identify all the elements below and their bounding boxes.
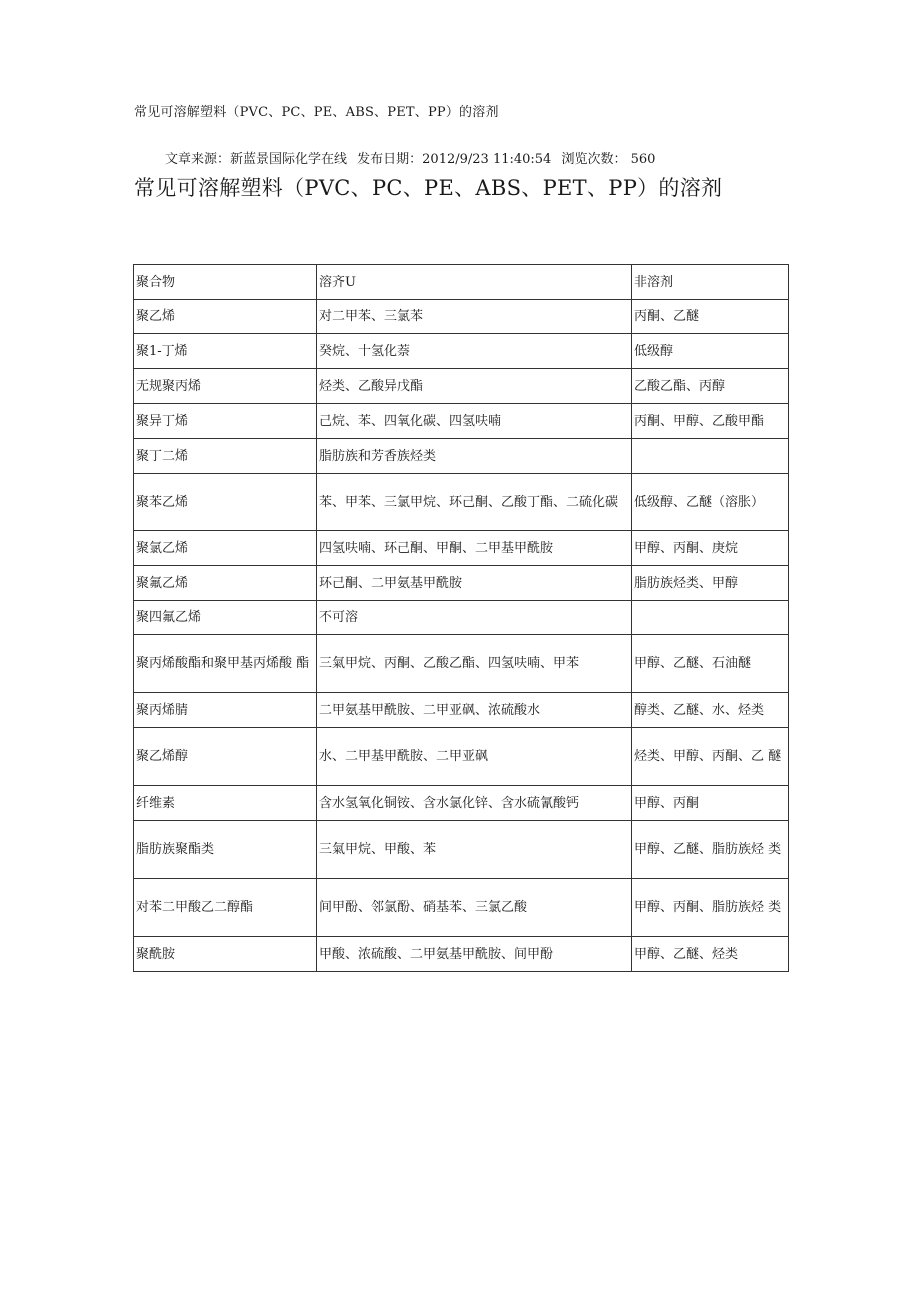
non-solvent-cell: 醇类、乙醚、水、烃类 <box>632 693 789 728</box>
table-row <box>134 635 789 693</box>
polymer-cell: 脂肪族聚酯类 <box>134 821 317 879</box>
non-solvent-cell: 乙酸乙酯、丙醇 <box>632 369 789 404</box>
solvent-cell: 癸烷、十氢化萘 <box>317 334 632 369</box>
table-row <box>134 879 789 937</box>
publish-date: 发布日期：2012/9/23 11:40:54 <box>357 152 552 167</box>
table-row <box>134 439 789 474</box>
table-row <box>134 369 789 404</box>
polymer-cell: 聚丁二烯 <box>134 439 317 474</box>
non-solvent-cell: 甲醇、乙醚、脂肪族烃 类 <box>632 821 789 879</box>
solvent-cell: 四氢呋喃、环己酮、甲酮、二甲基甲酰胺 <box>317 531 632 566</box>
polymer-cell: 无规聚丙烯 <box>134 369 317 404</box>
non-solvent-cell: 脂肪族烃类、甲醇 <box>632 566 789 601</box>
solvent-cell: 三氣甲烷、丙酮、乙酸乙酯、四氢呋喃、甲苯 <box>317 635 632 693</box>
table-row <box>134 566 789 601</box>
non-solvent-cell: 甲醇、丙酮、脂肪族烃 类 <box>632 879 789 937</box>
article-source: 文章来源：新蓝景国际化学在线 <box>165 152 348 167</box>
solvent-cell: 烃类、乙酸异戊酯 <box>317 369 632 404</box>
non-solvent-cell: 甲醇、乙醚、石油醚 <box>632 635 789 693</box>
view-count: 浏览次数： 560 <box>561 152 656 167</box>
non-solvent-cell: 甲醇、乙醚、烃类 <box>632 937 789 972</box>
header-solvent-cell: 溶齐U <box>317 265 632 300</box>
solvent-cell: 环己酮、二甲氨基甲酰胺 <box>317 566 632 601</box>
non-solvent-cell: 低级醇、乙醚（溶胀） <box>632 474 789 531</box>
non-solvent-cell <box>632 439 789 474</box>
polymer-cell: 聚丙烯腈 <box>134 693 317 728</box>
solvent-cell: 间甲酚、邻氯酚、硝基苯、三氯乙酸 <box>317 879 632 937</box>
polymer-cell: 对苯二甲酸乙二醇酯 <box>134 879 317 937</box>
table-row <box>134 601 789 635</box>
non-solvent-cell: 甲醇、丙酮 <box>632 786 789 821</box>
non-solvent-cell <box>632 601 789 635</box>
polymer-cell: 聚酰胺 <box>134 937 317 972</box>
table-row <box>134 334 789 369</box>
page-title: 常见可溶解塑料（PVC、PC、PE、ABS、PET、PP）的溶剂 <box>134 176 723 200</box>
header-polymer-cell: 聚合物 <box>134 265 317 300</box>
solvent-table <box>133 264 789 972</box>
polymer-cell: 聚乙烯醇 <box>134 728 317 786</box>
polymer-cell: 聚氟乙烯 <box>134 566 317 601</box>
solvent-cell: 脂肪族和芳香族烃类 <box>317 439 632 474</box>
table-row <box>134 786 789 821</box>
non-solvent-cell: 烃类、甲醇、丙酮、乙 醚 <box>632 728 789 786</box>
non-solvent-cell: 丙酮、甲醇、乙酸甲酯 <box>632 404 789 439</box>
polymer-cell: 聚1-丁烯 <box>134 334 317 369</box>
table-row <box>134 821 789 879</box>
table-row <box>134 531 789 566</box>
solvent-cell: 三氣甲烷、甲酸、苯 <box>317 821 632 879</box>
polymer-cell: 聚四氟乙烯 <box>134 601 317 635</box>
non-solvent-cell: 低级醇 <box>632 334 789 369</box>
header-non-solvent-cell: 非溶剂 <box>632 265 789 300</box>
polymer-cell: 聚异丁烯 <box>134 404 317 439</box>
solvent-cell: 对二甲苯、三氯苯 <box>317 300 632 334</box>
article-meta <box>165 148 661 167</box>
solvent-cell: 己烷、苯、四氧化碳、四氢呋喃 <box>317 404 632 439</box>
table-row <box>134 404 789 439</box>
table-row <box>134 937 789 972</box>
table-row <box>134 300 789 334</box>
table-row <box>134 693 789 728</box>
non-solvent-cell: 丙酮、乙醚 <box>632 300 789 334</box>
polymer-cell: 聚乙烯 <box>134 300 317 334</box>
polymer-cell: 聚丙烯酸酯和聚甲基丙烯酸 酯 <box>134 635 317 693</box>
solvent-cell: 含水氢氧化铜铵、含水氯化锌、含水硫氰酸钙 <box>317 786 632 821</box>
solvent-cell: 苯、甲苯、三氯甲烷、环己酮、乙酸丁酯、二硫化碳 <box>317 474 632 531</box>
table-row <box>134 728 789 786</box>
document-small-title: 常见可溶解塑料（PVC、PC、PE、ABS、PET、PP）的溶剂 <box>134 105 499 120</box>
table-header-row <box>134 265 789 300</box>
solvent-cell: 二甲氨基甲酰胺、二甲亚砜、浓硫酸水 <box>317 693 632 728</box>
solvent-cell: 不可溶 <box>317 601 632 635</box>
solvent-cell: 甲酸、浓硫酸、二甲氨基甲酰胺、间甲酚 <box>317 937 632 972</box>
polymer-cell: 聚苯乙烯 <box>134 474 317 531</box>
solvent-cell: 水、二甲基甲酰胺、二甲亚砜 <box>317 728 632 786</box>
polymer-cell: 纤维素 <box>134 786 317 821</box>
non-solvent-cell: 甲醇、丙酮、庚烷 <box>632 531 789 566</box>
table-row <box>134 474 789 531</box>
polymer-cell: 聚氯乙烯 <box>134 531 317 566</box>
